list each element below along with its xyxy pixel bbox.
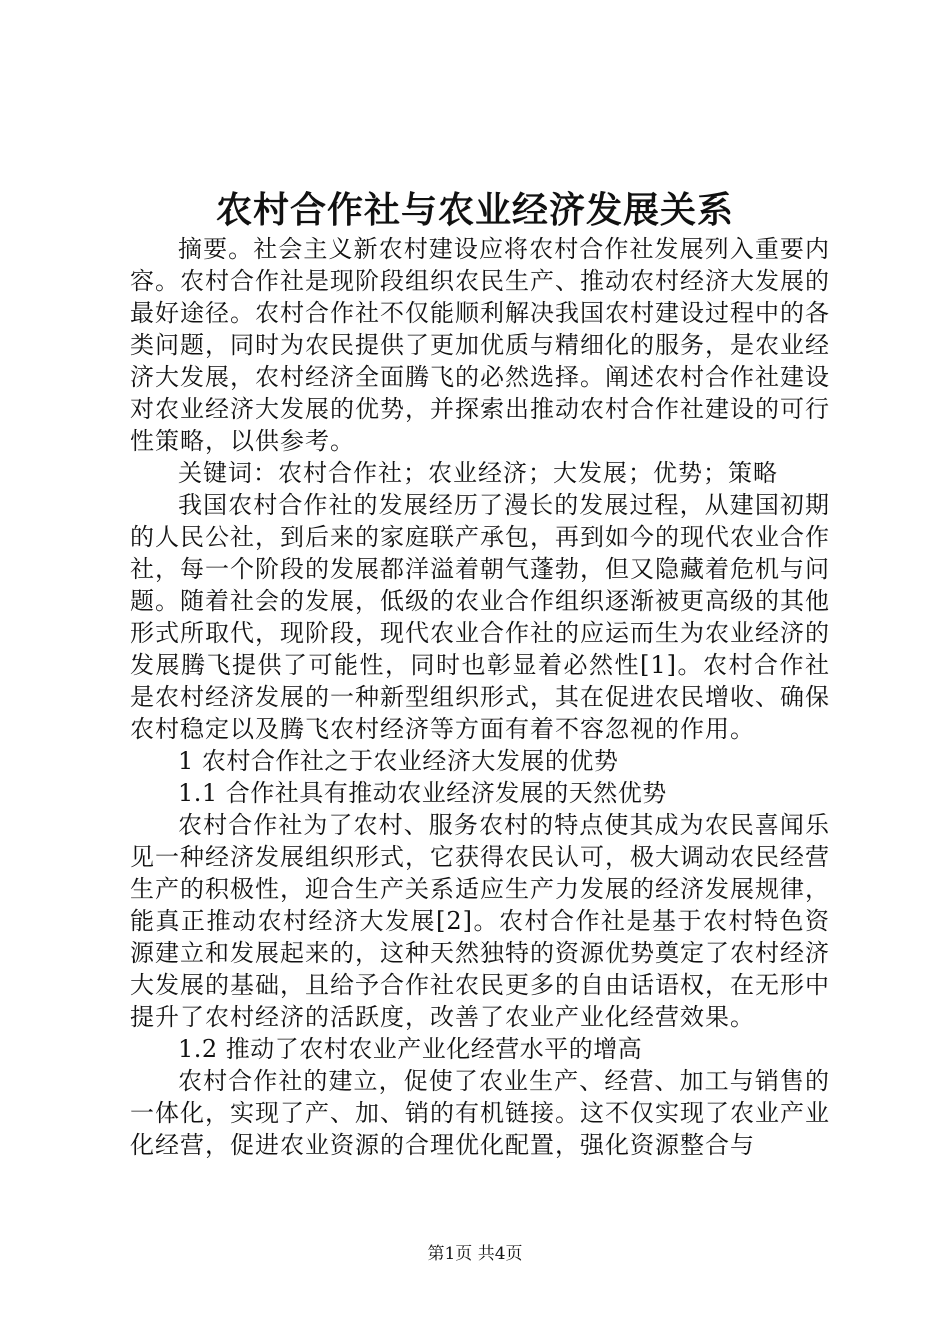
- keywords-line: 关键词：农村合作社；农业经济；大发展；优势；策略: [178, 459, 778, 487]
- document-title: 农村合作社与农业经济发展关系: [215, 189, 734, 231]
- section-1-1-heading: 1.1 合作社具有推动农业经济发展的天然优势: [178, 779, 667, 807]
- section-1-heading: 1 农村合作社之于农业经济大发展的优势: [178, 747, 619, 775]
- abstract-paragraph: 摘要。社会主义新农村建设应将农村合作社发展列入重要内容。农村合作社是现阶段组织农民生产、推动农村经济大发展的最好途径。农村合作社不仅能顺利解决我国农村建设过程中的各类问题，同时为农民提供了更加优质与精细化的服务，是农业经济大发展，农村经济全面腾飞的必然选择。阐述农村合作社建设对农业经济大发展的优势，并探索出推动农村合作社建设的可行性策略，以供参考。: [130, 235, 830, 455]
- intro-paragraph: 我国农村合作社的发展经历了漫长的发展过程，从建国初期的人民公社，到后来的家庭联产承包，再到如今的现代农业合作社，每一个阶段的发展都洋溢着朝气蓬勃，但又隐藏着危机与问题。随着社会的发展，低级的农业合作组织逐渐被更高级的其他形式所取代，现阶段，现代农业合作社的应运而生为农业经济的发展腾飞提供了可能性，同时也彰显着必然性[1]。农村合作社是农村经济发展的一种新型组织形式，其在促进农民增收、确保农村稳定以及腾飞农村经济等方面有着不容忽视的作用。: [130, 491, 830, 743]
- section-1-1-paragraph: 农村合作社为了农村、服务农村的特点使其成为农民喜闻乐见一种经济发展组织形式，它获得农民认可，极大调动农民经营生产的积极性，迎合生产关系适应生产力发展的经济发展规律，能真正推动农村经济大发展[2]。农村合作社是基于农村特色资源建立和发展起来的，这种天然独特的资源优势奠定了农村经济大发展的基础，且给予合作社农民更多的自由话语权，在无形中提升了农村经济的活跃度，改善了农业产业化经营效果。: [130, 811, 830, 1031]
- document-body: [130, 233, 830, 1161]
- section-1-2-paragraph: 农村合作社的建立，促使了农业生产、经营、加工与销售的一体化，实现了产、加、销的有机链接。这不仅实现了农业产业化经营，促进农业资源的合理优化配置，强化资源整合与: [130, 1067, 830, 1159]
- section-1-2-heading: 1.2 推动了农村农业产业化经营水平的增高: [178, 1035, 643, 1063]
- page-number-footer: 第1页 共4页: [427, 1244, 523, 1264]
